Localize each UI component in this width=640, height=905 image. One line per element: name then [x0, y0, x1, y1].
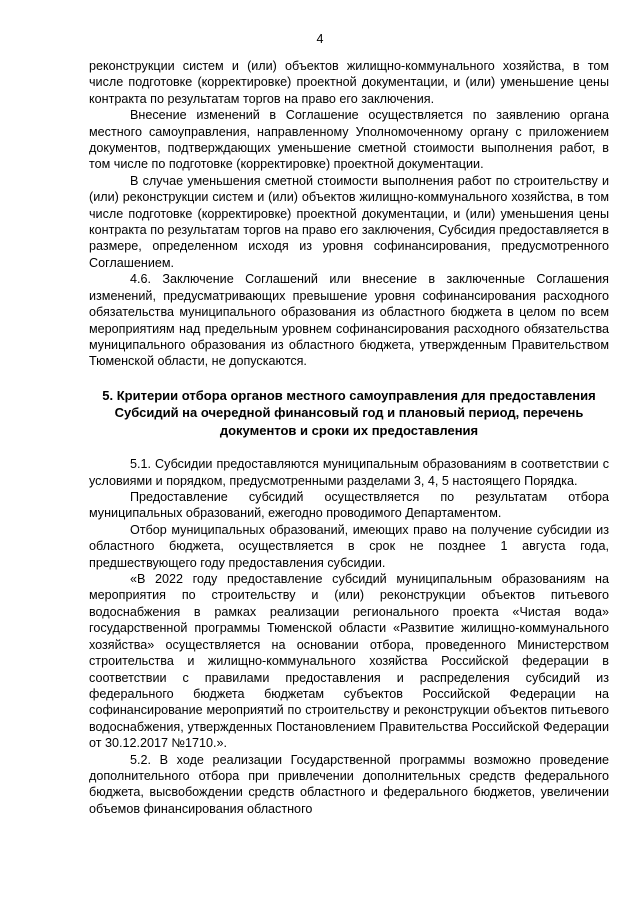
- paragraph: «В 2022 году предоставление субсидий муниципальным образованиям на мероприятия по строительству и (или) реконструкции объектов питьевого водоснабжения в рамках реализации регионального проекта «Чистая вода» государственной программы Тюменской области «Развитие жилищно-коммунального хозяйства» осуществляется на основании отбора, проведенного Министерством строительства и жилищно-коммунального хозяйства Российской федерации в соответствии с правилами предоставления и распределения субсидий из федерального бюджета бюджетам субъектов Российской Федерации на софинансирование мероприятий по строительству и реконструкции объектов питьевого водоснабжения, утвержденных Постановлением Правительства Российской Федерации от 30.12.2017 №1710.».: [89, 572, 609, 751]
- paragraph: В случае уменьшения сметной стоимости выполнения работ по строительству и (или) реконструкции систем и (или) объектов жилищно-коммунального хозяйства, в том числе подготовке (корректировке) проектной документации, и (или) уменьшения цены контракта по результатам торгов на право его заключения, Субсидия предоставляется в размере, определенном исходя из уровня софинансирования, предусмотренного Соглашением.: [89, 173, 609, 270]
- paragraph: реконструкции систем и (или) объектов жилищно-коммунального хозяйства, в том числе подготовке (корректировке) проектной документации, и (или) уменьшение цены контракта по результатам торгов на право его заключения.: [89, 59, 609, 106]
- paragraph: 5.2. В ходе реализации Государственной программы возможно проведение дополнительного отбора при привлечении дополнительных средств федерального бюджета, высвобождении средств областного и федерального бюджетов, увеличении объемов финансирования областного: [89, 752, 609, 816]
- paragraph: Внесение изменений в Соглашение осуществляется по заявлению органа местного самоуправления, направленному Уполномоченному органу с приложением документов, подтверждающих уменьшение сметной стоимости выполнения работ, в том числе по подготовке (корректировке) проектной документации.: [89, 108, 609, 172]
- section-heading: 5. Критерии отбора органов местного самоуправления для предоставления Субсидий на очередной финансовый год и плановый период, перечень документов и сроки их предоставления: [102, 387, 596, 438]
- paragraph: 5.1. Субсидии предоставляются муниципальным образованиям в соответствии с условиями и порядком, предусмотренными разделами 3, 4, 5 настоящего Порядка.: [89, 457, 609, 488]
- paragraph: Предоставление субсидий осуществляется по результатам отбора муниципальных образований, ежегодно проводимого Департаментом.: [89, 490, 609, 521]
- page-number: 4: [316, 32, 324, 46]
- paragraph: 4.6. Заключение Соглашений или внесение в заключенные Соглашения изменений, предусматривающих превышение уровня софинансирования расходного обязательства муниципального образования из областного бюджета в целом по всем мероприятиям над предельным уровнем софинансирования расходного обязательства муниципального образования из областного бюджета, утвержденным Правительством Тюменской области, не допускаются.: [89, 272, 609, 369]
- paragraph: Отбор муниципальных образований, имеющих право на получение субсидии из областного бюджета, осуществляется в срок не позднее 1 августа года, предшествующего году предоставления субсидии.: [89, 522, 609, 570]
- document-body: [89, 58, 609, 817]
